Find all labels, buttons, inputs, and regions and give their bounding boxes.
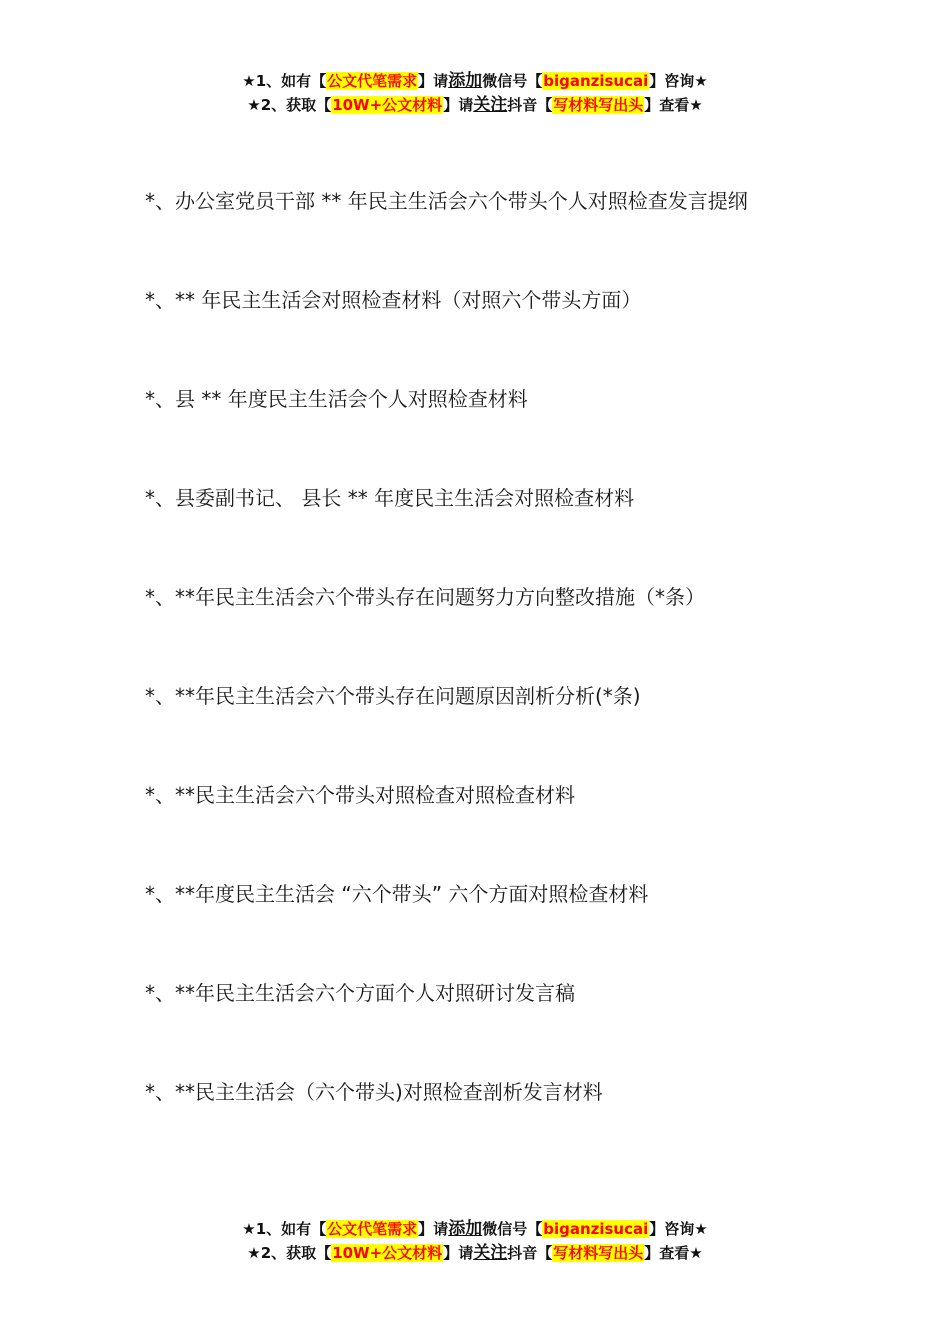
highlight-service: 公文代笔需求 (327, 1220, 418, 1238)
banner-text: 】请 (443, 1244, 474, 1262)
list-item: *、办公室党员干部 ** 年民主生活会六个带头个人对照检查发言提纲 (145, 189, 748, 213)
emphasis-follow: 关注 (473, 95, 508, 115)
star-icon: ★ (689, 1244, 703, 1262)
banner-line-2 (0, 1241, 950, 1265)
star-icon: ★ (694, 1220, 708, 1238)
banner-text: 2、获取【 (260, 1244, 332, 1262)
document-list (145, 176, 815, 1166)
banner-text: 】请 (443, 96, 474, 114)
list-item: *、**民主生活会六个带头对照检查对照检查材料 (145, 783, 575, 807)
highlight-douyin-account: 写材料写出头 (553, 1244, 644, 1262)
banner-text: 】查看 (644, 96, 690, 114)
highlight-douyin-account: 写材料写出头 (553, 96, 644, 114)
list-item: *、县 ** 年度民主生活会个人对照检查材料 (145, 387, 528, 411)
banner-text: 1、如有【 (255, 1220, 327, 1238)
banner-text: 】查看 (644, 1244, 690, 1262)
list-item: *、**年民主生活会六个方面个人对照研讨发言稿 (145, 981, 575, 1005)
list-item: *、**民主生活会（六个带头)对照检查剖析发言材料 (145, 1080, 603, 1104)
emphasis-follow: 关注 (473, 1243, 508, 1263)
banner-text: 微信号【 (482, 1220, 543, 1238)
banner-text: 2、获取【 (260, 96, 332, 114)
list-item: *、**年度民主生活会 “六个带头” 六个方面对照检查材料 (145, 882, 649, 906)
banner-text: 抖音【 (507, 1244, 553, 1262)
banner-text: 】请 (418, 72, 449, 90)
highlight-wechat-id: biganzisucai (543, 1220, 649, 1238)
banner-line-1 (0, 69, 950, 93)
banner-line-1 (0, 1217, 950, 1241)
highlight-wechat-id: biganzisucai (543, 72, 649, 90)
list-item: *、**年民主生活会六个带头存在问题努力方向整改措施（*条） (145, 585, 705, 609)
banner-text: 】咨询 (649, 72, 695, 90)
banner-text: 1、如有【 (255, 72, 327, 90)
banner-text: 抖音【 (507, 96, 553, 114)
banner-text: 】请 (418, 1220, 449, 1238)
star-icon: ★ (689, 96, 703, 114)
banner-text: 】咨询 (649, 1220, 695, 1238)
list-item: *、**年民主生活会六个带头存在问题原因剖析分析(*条) (145, 684, 641, 708)
star-icon: ★ (694, 72, 708, 90)
star-icon: ★ (242, 72, 256, 90)
list-item: *、** 年民主生活会对照检查材料（对照六个带头方面） (145, 288, 642, 312)
star-icon: ★ (247, 1244, 261, 1262)
emphasis-add: 添加 (448, 71, 483, 91)
footer-banner (0, 1217, 950, 1265)
star-icon: ★ (242, 1220, 256, 1238)
header-banner (0, 69, 950, 117)
star-icon: ★ (247, 96, 261, 114)
highlight-service: 公文代笔需求 (327, 72, 418, 90)
emphasis-add: 添加 (448, 1219, 483, 1239)
highlight-materials: 10W+公文材料 (332, 96, 443, 114)
banner-line-2 (0, 93, 950, 117)
highlight-materials: 10W+公文材料 (332, 1244, 443, 1262)
list-item: *、县委副书记、 县长 ** 年度民主生活会对照检查材料 (145, 486, 635, 510)
banner-text: 微信号【 (482, 72, 543, 90)
